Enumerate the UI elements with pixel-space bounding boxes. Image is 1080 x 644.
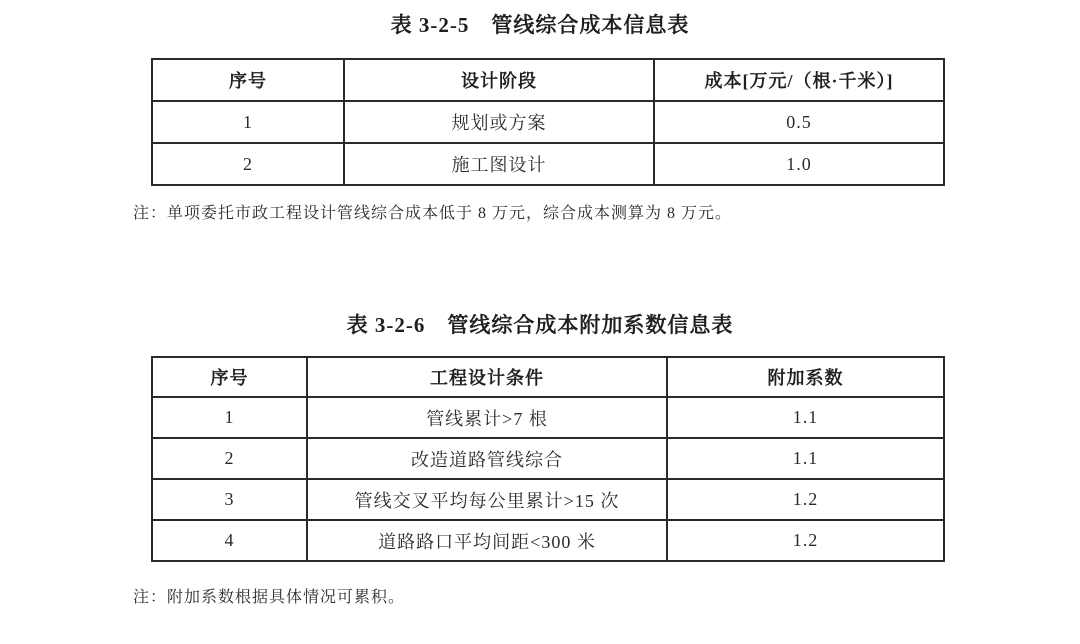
- table1-title: 表 3-2-5 管线综合成本信息表: [390, 13, 690, 37]
- table2-row3-seq: 3: [152, 479, 307, 520]
- table2-row1-seq: 1: [152, 397, 307, 438]
- table2-header-condition: 工程设计条件: [307, 357, 667, 397]
- table2-row4-seq: 4: [152, 520, 307, 561]
- table2-row3-condition: 管线交叉平均每公里累计>15 次: [307, 479, 667, 520]
- table2-row4-condition: 道路路口平均间距<300 米: [307, 520, 667, 561]
- table2-row2-condition: 改造道路管线综合: [307, 438, 667, 479]
- table1-row2-cost: 1.0: [654, 143, 944, 185]
- table2-row2-seq: 2: [152, 438, 307, 479]
- table1-row1-seq: 1: [152, 101, 344, 143]
- table1-row2-stage: 施工图设计: [344, 143, 654, 185]
- table2-header-row: [152, 357, 944, 397]
- table1-row1-stage: 规划或方案: [344, 101, 654, 143]
- table-row: [152, 143, 944, 185]
- table2-header-seq: 序号: [152, 357, 307, 397]
- table1-header-stage: 设计阶段: [344, 59, 654, 101]
- table-row: [152, 520, 944, 561]
- table2-row1-condition: 管线累计>7 根: [307, 397, 667, 438]
- table1-header-row: [152, 59, 944, 101]
- table-row: [152, 101, 944, 143]
- table2-header-coefficient: 附加系数: [667, 357, 944, 397]
- table1-header-seq: 序号: [152, 59, 344, 101]
- table1-row1-cost: 0.5: [654, 101, 944, 143]
- table2-row3-coefficient: 1.2: [667, 479, 944, 520]
- table2-row4-coefficient: 1.2: [667, 520, 944, 561]
- table2-row2-coefficient: 1.1: [667, 438, 944, 479]
- table-row: [152, 397, 944, 438]
- table-row: [152, 479, 944, 520]
- table2-row1-coefficient: 1.1: [667, 397, 944, 438]
- table1-row2-seq: 2: [152, 143, 344, 185]
- table1-footnote: 注：单项委托市政工程设计管线综合成本低于 8 万元，综合成本测算为 8 万元。: [133, 205, 733, 222]
- table1-cost-info: [151, 58, 945, 186]
- table2-footnote: 注：附加系数根据具体情况可累积。: [133, 589, 406, 606]
- table1-header-cost: 成本[万元/（根·千米）]: [654, 59, 944, 101]
- table2-title: 表 3-2-6 管线综合成本附加系数信息表: [346, 313, 734, 337]
- table2-surcharge-coefficient: [151, 356, 945, 562]
- table-row: [152, 438, 944, 479]
